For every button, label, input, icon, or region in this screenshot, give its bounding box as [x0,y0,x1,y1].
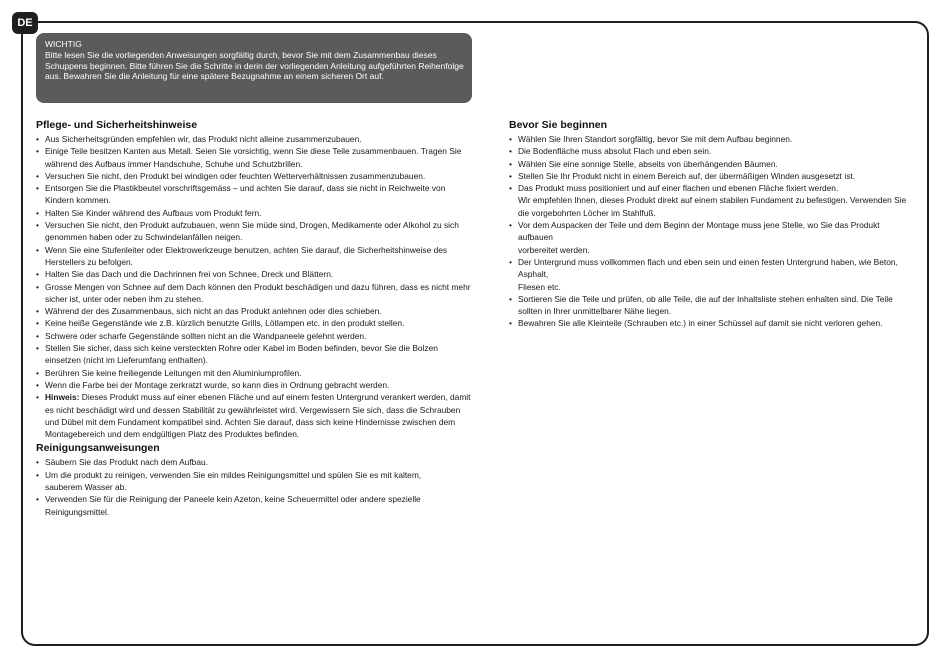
list-item: • Wählen Sie eine sonnige Stelle, abseits von überhängenden Bäumen. [509,158,909,170]
safety-list [36,133,476,440]
list-item: • Um die produkt zu reinigen, verwenden Sie ein mildes Reinigungsmittel und spülen Sie es mit kaltem, sauberem Wasser ab. [36,469,476,494]
warning-text: Bitte lesen Sie die vorliegenden Anweisungen sorgfältig durch, bevor Sie mit dem Zusammenbau dieses Schuppens beginnen. Bitte führen Sie die Schritte in derin der vorliegenden Anleitung aufgeführten Reihenfolge aus. Bewahren Sie die Anleitung für eine spätere Bezugnahme an einem sicheren Ort auf. [45,49,464,82]
cleaning-list [36,456,476,517]
list-item: • Keine heiße Gegenstände wie z.B. kürzlich benutzte Grills, Lötlampen etc. in den produkt stellen. [36,317,476,329]
list-item: • Schwere oder scharfe Gegenstände sollten nicht an die Wandpaneele gelehnt werden. [36,330,476,342]
list-item: • Wählen Sie Ihren Standort sorgfältig, bevor Sie mit dem Aufbau beginnen. [509,133,909,145]
left-column [36,118,476,518]
list-item: • Aus Sicherheitsgründen empfehlen wir, das Produkt nicht alleine zusammenzubauen. [36,133,476,145]
warning-title: WICHTIG [45,39,82,49]
list-item: • Bewahren Sie alle Kleinteile (Schrauben etc.) in einer Schüssel auf damit sie nicht verloren gehen. [509,317,909,329]
note-text: Dieses Produkt muss auf einer ebenen Fläche und auf einem festen Untergrund verankert werden, damit es nicht beschädigt wird und dessen Stabilität zu gewährleistet wird. Vergewissern Sie sich, dass die Schrauben und Dübel mit dem Fundament kompatibel sind. Achten Sie darauf, dass sich keine Hindernisse zwischen dem Montagebereich und dem endgültigen Platz des Produktes befinden. [45,392,471,440]
list-item: • Vor dem Auspacken der Teile und dem Beginn der Montage muss jene Stelle, wo Sie das Produkt aufbauen vorbereitet werden. [509,219,909,256]
list-item: • Halten Sie das Dach und die Dachrinnen frei von Schnee, Dreck und Blättern. [36,268,476,280]
before-list [509,133,909,330]
list-item: • Versuchen Sie nicht, den Produkt aufzubauen, wenn Sie müde sind, Drogen, Medikamente oder Alkohol zu sich genommen haben oder zu Schwindelanfällen neigen. [36,219,476,244]
list-item: • Berühren Sie keine freiliegende Leitungen mit den Aluminiumprofilen. [36,367,476,379]
list-item: • Säubern Sie das Produkt nach dem Aufbau. [36,456,476,468]
list-item: • Sortieren Sie die Teile und prüfen, ob alle Teile, die auf der Inhaltsliste stehen enhalten sind. Die Teile sollten in Ihrer unmittelbarer Nähe liegen. [509,293,909,318]
language-badge: DE [12,12,38,34]
warning-box [36,33,472,103]
list-item: • Wenn die Farbe bei der Montage zerkratzt wurde, so kann dies in Ordnung gebracht werden. [36,379,476,391]
list-item: • Halten Sie Kinder während des Aufbaus vom Produkt fern. [36,207,476,219]
list-item: • Das Produkt muss positioniert und auf einer flachen und ebenen Fläche fixiert werden. Wir empfehlen Ihnen, dieses Produkt direkt auf einem stabilen Fundament zu befestigen. Verwenden Sie die vorgebohrten Löcher im Stahlfuß. [509,182,909,219]
list-item: • Versuchen Sie nicht, den Produkt bei windigen oder feuchten Wetterverhältnissen zusammenzubauen. [36,170,476,182]
list-item: • Die Bodenfläche muss absolut Flach und eben sein. [509,145,909,157]
right-column [509,118,909,330]
list-item: • Entsorgen Sie die Plastikbeutel vorschriftsgemäss – und achten Sie darauf, dass sie nicht in Reichweite von Kindern kommen. [36,182,476,207]
list-item: • Einige Teile besitzen Kanten aus Metall. Seien Sie vorsichtig, wenn Sie diese Teile zusammenbauen. Tragen Sie während des Aufbaus immer Handschuhe, Schuhe und Schutzbrillen. [36,145,476,170]
safety-heading: Pflege- und Sicherheitshinweise [36,119,198,131]
list-item: • Stellen Sie Ihr Produkt nicht in einem Bereich auf, der übermäßigen Winden ausgesetzt ist. [509,170,909,182]
list-item: • Stellen Sie sicher, dass sich keine versteckten Rohre oder Kabel im Boden befinden, bevor Sie die Bolzen einsetzen (nicht im Lieferumfang enthalten). [36,342,476,367]
note-label: Hinweis: [45,392,80,403]
list-item: • Wenn Sie eine Stufenleiter oder Elektrowerkzeuge benutzen, achten Sie darauf, die Sicherheitshinweise des Herstellers zu befolgen. [36,244,476,269]
cleaning-heading: Reinigungsanweisungen [36,442,160,455]
before-heading: Bevor Sie beginnen [509,119,608,131]
note-item [36,391,476,440]
list-item: • Während der des Zusammenbaus, sich nicht an das Produkt anlehnen oder dies schieben. [36,305,476,317]
list-item: • Der Untergrund muss vollkommen flach und eben sein und einen festen Untergrund haben, wie Beton, Asphalt, Fliesen etc. [509,256,909,293]
list-item: • Verwenden Sie für die Reinigung der Paneele kein Azeton, keine Scheuermittel oder andere spezielle Reinigungsmittel. [36,493,476,518]
list-item: • Grosse Mengen von Schnee auf dem Dach können den Produkt beschädigen und dazu führen, dass es nicht mehr sicher ist, unter oder neben ihm zu stehen. [36,281,476,306]
